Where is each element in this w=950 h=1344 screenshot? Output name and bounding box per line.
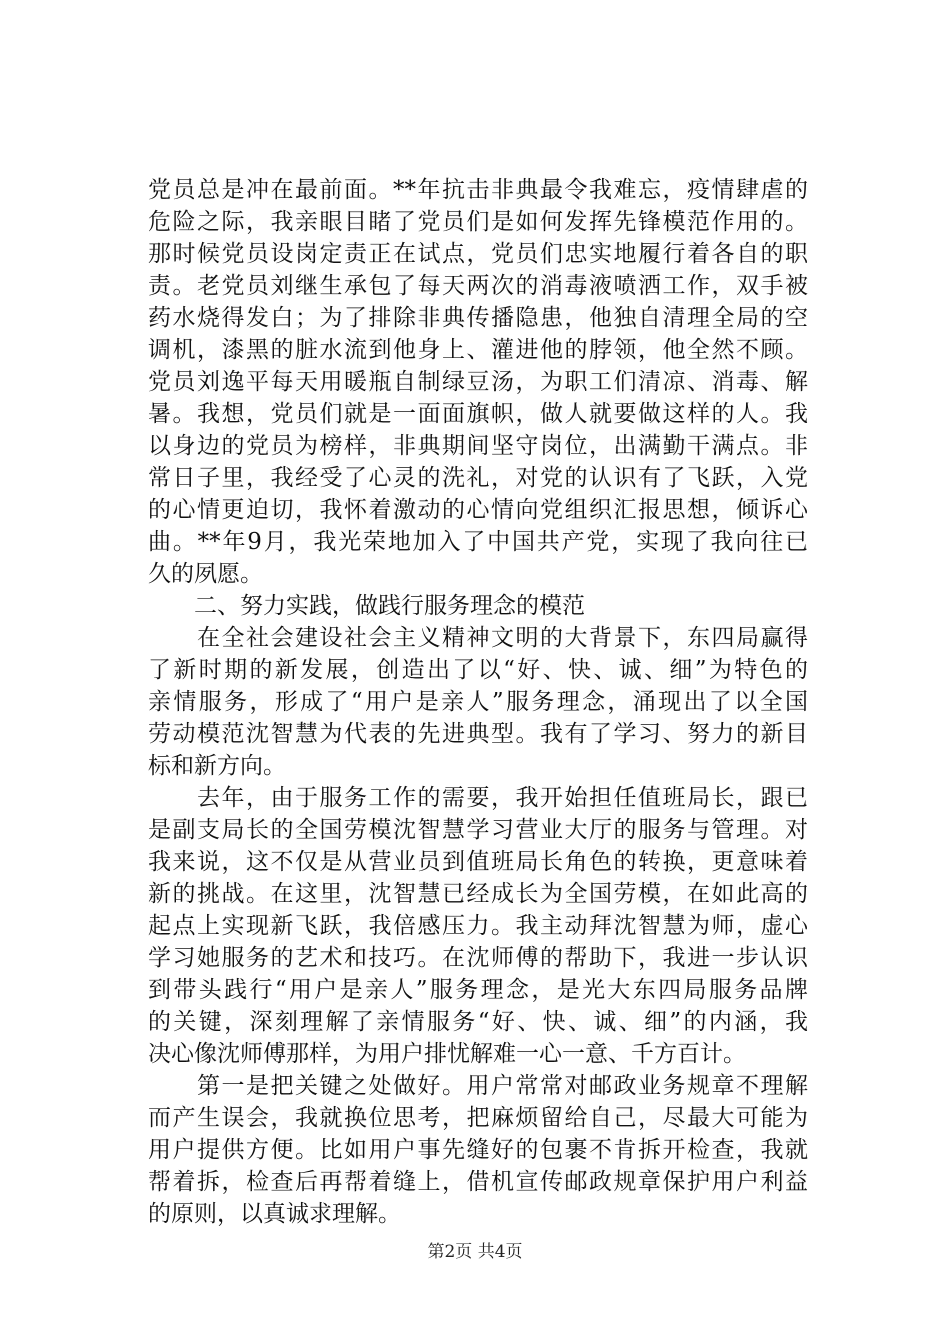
text-line: 去年，由于服务工作的需要，我开始担任值班局长，跟已 (148, 785, 808, 811)
text-line: 了新时期的新发展，创造出了以“好、快、诚、细”为特色的 (148, 657, 808, 683)
text-line: 党员总是冲在最前面。**年抗击非典最令我难忘，疫情肆虐的 (148, 177, 808, 203)
text-line: 我来说，这不仅是从营业员到值班局长角色的转换，更意味着 (148, 849, 808, 875)
text-line: 新的挑战。在这里，沈智慧已经成长为全国劳模，在如此高的 (148, 881, 808, 907)
text-line: 久的夙愿。 (148, 561, 263, 587)
text-line: 劳动模范沈智慧为代表的先进典型。我有了学习、努力的新目 (148, 721, 808, 747)
text-line: 用户提供方便。比如用户事先缝好的包裹不肯拆开检查，我就 (148, 1137, 808, 1163)
text-line: 是副支局长的全国劳模沈智慧学习营业大厅的服务与管理。对 (148, 817, 808, 843)
text-line: 常日子里，我经受了心灵的洗礼，对党的认识有了飞跃，入党 (148, 465, 808, 491)
text-line: 调机，漆黑的脏水流到他身上、灌进他的脖领，他全然不顾。 (148, 337, 808, 363)
text-line: 责。老党员刘继生承包了每天两次的消毒液喷洒工作，双手被 (148, 273, 808, 299)
text-line: 帮着拆，检查后再帮着缝上，借机宣传邮政规章保护用户利益 (148, 1169, 808, 1195)
text-line: 亲情服务，形成了“用户是亲人”服务理念，涌现出了以全国 (148, 689, 808, 715)
text-line: 的心情更迫切，我怀着激动的心情向党组织汇报思想，倾诉心 (148, 497, 808, 523)
text-line: 标和新方向。 (148, 753, 286, 779)
text-line: 那时候党员设岗定责正在试点，党员们忠实地履行着各自的职 (148, 241, 808, 267)
text-line: 在全社会建设社会主义精神文明的大背景下，东四局赢得 (148, 625, 808, 651)
text-line: 曲。**年9月，我光荣地加入了中国共产党，实现了我向往已 (148, 529, 808, 555)
text-line: 药水烧得发白；为了排除非典传播隐患，他独自清理全局的空 (148, 305, 808, 331)
text-line: 暑。我想，党员们就是一面面旗帜，做人就要做这样的人。我 (148, 401, 808, 427)
text-line: 的原则，以真诚求理解。 (148, 1201, 401, 1227)
text-line: 决心像沈师傅那样，为用户排忧解难一心一意、千方百计。 (148, 1041, 746, 1067)
page-footer: 第2页 共4页 (427, 1242, 523, 1262)
text-line: 学习她服务的艺术和技巧。在沈师傅的帮助下，我进一步认识 (148, 945, 808, 971)
text-line: 而产生误会，我就换位思考，把麻烦留给自己，尽最大可能为 (148, 1105, 808, 1131)
text-line: 到带头践行“用户是亲人”服务理念，是光大东四局服务品牌 (148, 977, 808, 1003)
text-line: 的关键，深刻理解了亲情服务“好、快、诚、细”的内涵，我 (148, 1009, 808, 1035)
text-line: 二、努力实践，做践行服务理念的模范 (148, 593, 585, 619)
body-text (148, 174, 808, 1230)
text-line: 党员刘逸平每天用暖瓶自制绿豆汤，为职工们清凉、消毒、解 (148, 369, 808, 395)
text-line: 危险之际，我亲眼目睹了党员们是如何发挥先锋模范作用的。 (148, 209, 808, 235)
text-line: 以身边的党员为榜样，非典期间坚守岗位，出满勤干满点。非 (148, 433, 808, 459)
text-line: 第一是把关键之处做好。用户常常对邮政业务规章不理解 (148, 1073, 808, 1099)
text-line: 起点上实现新飞跃，我倍感压力。我主动拜沈智慧为师，虚心 (148, 913, 808, 939)
